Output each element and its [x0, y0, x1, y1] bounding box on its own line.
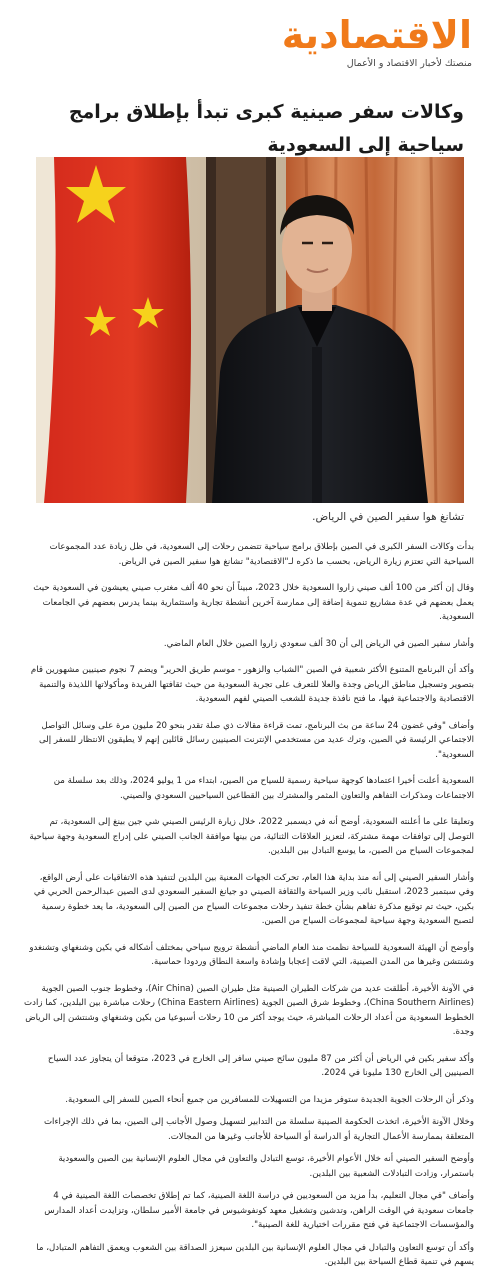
article-paragraph: وأضاف "وفي غضون 24 ساعة من بث البرنامج، تمت قراءة مقالات ذي صلة تقدر بنحو 20 مليون مرة على وسائل التواصل الاجتماعي الرئيسة في الصين، وترك عديد من مستخدمي الإنترنت الصينيين رسائل قائلين إنهم لا يطيقون الانتظار للسفر إلى السعودية". [38, 720, 474, 760]
masthead [0, 0, 500, 84]
site-logo-block[interactable] [252, 12, 472, 70]
ambassador-photo-illustration [36, 157, 464, 503]
article-paragraph: وأشار سفير الصين في الرياض إلى أن 30 ألف سعودي زاروا الصين خلال العام الماضي. [163, 638, 474, 649]
image-caption: تشانغ هوا سفير الصين في الرياض. [312, 511, 464, 523]
article-paragraph: السعودية أعلنت أخيرا اعتمادها كوجهة سياحية رسمية للسياح من الصين، ابتداء من 1 يوليو 2024، وذلك بعد سلسلة من الاجتماعات ومذكرات التفاهم والتعاون المثمر والمشترك بين القطاعين السياحيين السعودي والصيني. [53, 776, 474, 801]
site-tagline: منصتك لأخبار الاقتصاد و الأعمال [346, 58, 472, 69]
article-paragraph: وتعليقا على ما أعلنته السعودية، أوضح أنه في ديسمبر 2022، خلال زيارة الرئيس الصيني شي جين بينغ إلى السعودية، تم التوصل إلى توافقات مهمة مشتركة، لتعزيز العلاقات الثنائية، من بينها موافقة الجانب الصيني على إدراج السعودية وجهة سياحية لمجموعات السياح من الصين، ما يوسع التبادل بين البلدين. [29, 817, 474, 856]
article-title: وكالات سفر صينية كبرى تبدأ بإطلاق برامج سياحية إلى السعودية [68, 101, 464, 156]
article-paragraph: وخلال الآونة الأخيرة، اتخذت الحكومة الصينية سلسلة من التدابير لتسهيل وصول الأجانب إلى الصين، بما في ذلك الإجراءات المتعلقة بممارسة الأعمال التجارية أو الدراسة أو السياحة للأجانب وغيرها من المجالات. [43, 1117, 474, 1142]
article-paragraph: وقال إن أكثر من 100 ألف صيني زاروا السعودية خلال 2023، مبيناً أن نحو 40 ألف مغترب صيني يعيشون في السعودية حيث يعمل بعضهم في عدة مشاريع تنموية إضافة إلى ممارسة آخرين أنشطة تجارية واستثمارية بينما يدرس بعضهم في الجامعات السعودية. [33, 583, 474, 622]
article-paragraph: وأوضح السفير الصيني أنه خلال الأعوام الأخيرة، توسع التبادل والتعاون في مجال العلوم الإنسانية بين الصين والسعودية باستمرار، وزادت التبادلات الشعبية بين البلدين. [58, 1154, 474, 1179]
article-paragraph: في الآونة الأخيرة، أطلقت عديد من شركات الطيران الصينية مثل طيران الصين (Air China)، وخطوط جنوب الصين الجوية (China Southern Airlines)، وخطوط شرق الصين الجوية (China Eastern Airlines) رحلات مباشرة بين البلدين، كما زادت الخطوط السعودية من أعداد الرحلات المباشرة، حيث يوجد أكثر من 10 رحلات أسبوعيا من بكين وشنغهاي وشنتشن إلى الرياض وجدة. [24, 983, 474, 1037]
article-paragraph: وأوضح أن الهيئة السعودية للسياحة نظمت منذ العام الماضي أنشطة ترويج سياحي بمختلف أشكاله في بكين وشنغهاي وتشنغدو وشنتشن وغيرها من المدن الصينية، التي لاقت إعجابا وإشادة واسعة النطاق وردودا حماسية. [29, 942, 474, 967]
article-paragraph: وأضاف "في مجال التعليم، بدأ مزيد من السعوديين في دراسة اللغة الصينية، كما تم إطلاق تخصصات اللغة الصينية في 4 جامعات سعودية في الوقت الراهن، وتدشين وتشغيل معهد كونفوشيوس في جامعة الأمير سلطان، وتزايدت أعداد المدارس والمؤسسات الاجتماعية في فتح مقررات اختيارية للغة الصينية". [44, 1191, 474, 1230]
article-paragraph: بدأت وكالات السفر الكبرى في الصين بإطلاق برامج سياحية تتضمن رحلات إلى السعودية، في ظل زيادة عدد المجموعات السياحية التي تعتزم زيارة الرياض، بحسب ما ذكره لـ"الاقتصادية" تشانغ هوا سفير الصين في الرياض. [49, 542, 474, 567]
article-paragraph: وأكد سفير بكين في الرياض أن أكثر من 87 مليون سائح صيني سافر إلى الخارج في 2023، متوقعا أن يتجاوز عدد السياح الصينيين إلى الخارج 130 مليونا في 2024. [47, 1053, 474, 1078]
article-paragraph: وأكد أن البرنامج المتنوع الأكثر شعبية في الصين "الشباب والزهور - موسم طريق الحرير" ويضم 7 نجوم صينيين مشهورين قام بتصوير وتسجيل مناطق الرياض وجدة والعلا للتعرف على تجربة السعودية من حيث ثقافتها الفريدة ومأكولاتها اللذيذة والتنمية الاقتصادية والاجتماعية فيها، ما فتح نافذة جديدة للشعب الصيني لفهم السعودية. [30, 665, 474, 704]
article-photo [36, 157, 464, 503]
article-body [24, 540, 474, 1278]
article-paragraph: وذكر أن الرحلات الجوية الجديدة ستوفر مزيدا من التسهيلات للمسافرين من جميع أنحاء الصين للسفر إلى السعودية. [65, 1094, 474, 1105]
article-paragraph: وأشار السفير الصيني إلى أنه منذ بداية هذا العام، تحركت الجهات المعنية بين البلدين لتنفيذ هذه الاتفاقيات على أرض الواقع، وفي سبتمبر 2023، استقبل نائب وزير السياحة والثقافة الصيني دو جيانغ السفير السعودي لدى الصين عبدالرحمن الحربي في بكين، حيث تم توقيع مذكرة تفاهم بشأن خطة تنفيذ رحلات مجموعات السياح من الصين إلى السعودية، ما يعد خطوة رسمية لتصبح السعودية وجهة سياحية لمجموعات السياح من الصين. [33, 872, 474, 926]
site-logo[interactable]: الاقتصادية [281, 13, 472, 57]
article-paragraph: وأكد أن توسع التعاون والتبادل في مجال العلوم الإنسانية بين البلدين سيعزز الصداقة بين الشعوب ويعمق التفاهم المتبادل، ما يسهم في تنمية قطاع السياحة بين البلدين. [36, 1242, 474, 1267]
